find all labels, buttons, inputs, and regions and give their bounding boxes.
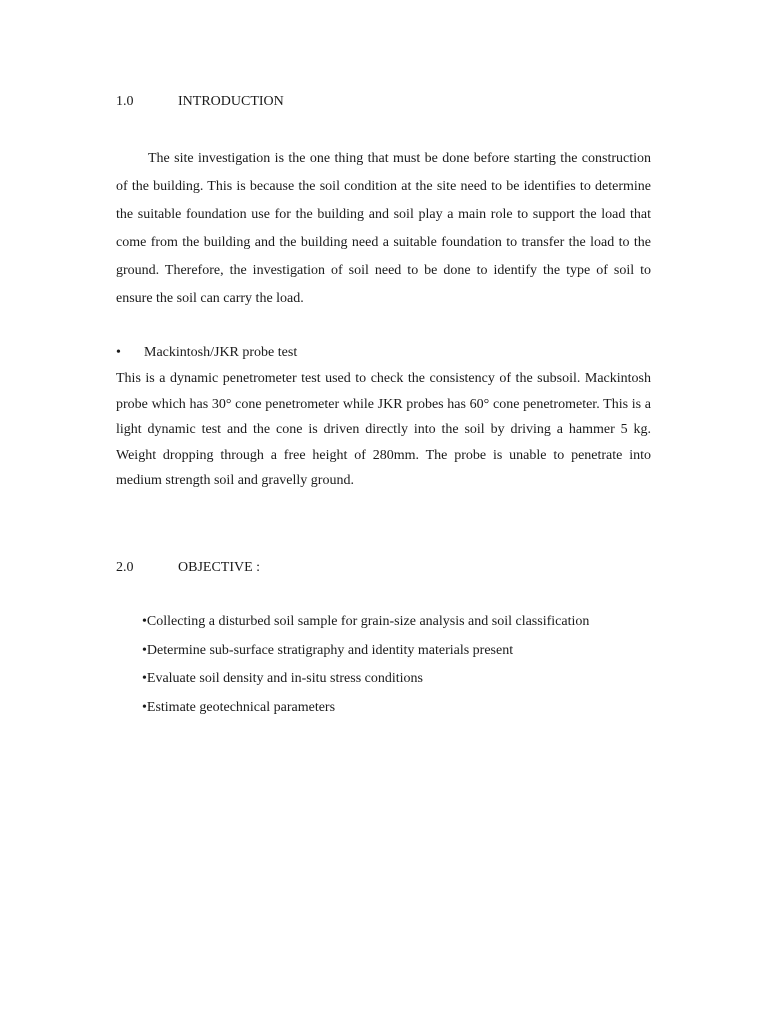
- introduction-paragraph: The site investigation is the one thing that must be done before starting the construction of the building. This is because the soil condition at the site need to be identifies to determine the suitable foundation use for the building and soil play a main role to support the load that come from the building and the building need a suitable foundation to transfer the load to the ground. Therefore, the investigation of soil need to be done to identify the type of soil to ensure the soil can carry the load.: [116, 151, 651, 306]
- section-heading-objective: [116, 560, 260, 576]
- section-number: 2.0: [116, 560, 134, 575]
- objective-item: •Evaluate soil density and in-situ stress conditions: [142, 671, 423, 687]
- probe-test-heading: Mackintosh/JKR probe test: [144, 345, 298, 360]
- section-heading-introduction: [116, 94, 284, 110]
- objective-item: •Determine sub-surface stratigraphy and identity materials present: [142, 642, 514, 658]
- probe-test-bullet: [116, 344, 297, 362]
- section-number: 1.0: [116, 94, 134, 109]
- section-title: OBJECTIVE :: [178, 560, 261, 575]
- objective-item: •Estimate geotechnical parameters: [142, 700, 336, 716]
- objective-item: •Collecting a disturbed soil sample for grain-size analysis and soil classification: [142, 614, 590, 629]
- objective-list: [142, 613, 589, 728]
- probe-test-paragraph: This is a dynamic penetrometer test used to check the consistency of the subsoil. Mackintosh probe which has 30° cone penetrometer while JKR probes has 60° cone penetrometer. This is a light dynamic test and the cone is driven directly into the soil by driving a hammer 5 kg. Weight dropping through a free height of 280mm. The probe is unable to penetrate into medium strength soil and gravelly ground.: [116, 371, 651, 488]
- bullet-icon: •: [116, 345, 121, 360]
- section-title: INTRODUCTION: [178, 94, 284, 109]
